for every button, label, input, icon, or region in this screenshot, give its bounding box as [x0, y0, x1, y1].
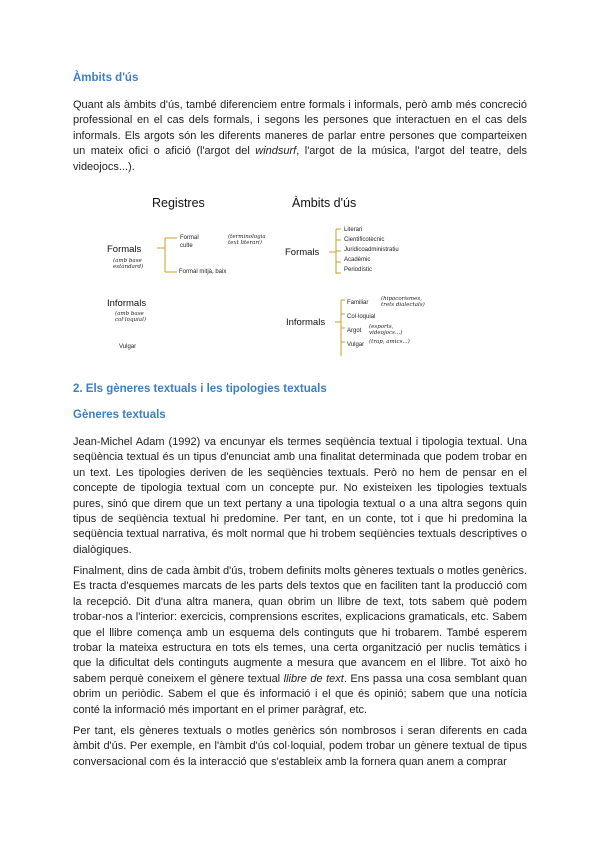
emphasis-text: llibre de text — [283, 672, 344, 685]
ambits-informals-item: Col·loquial — [347, 314, 376, 320]
registres-formals: Formals — [107, 244, 142, 255]
paragraph-per-tant: Per tant, els gèneres textuals o motles genèrics són nombrosos i seran diferents en cada àmbit d'ús. Per exemple, en l'àmbit d'ús col·loquial, podem trobar un gènere textual de tipus conversacional com és la interacció que s'estableix amb la fornera quan anem a comprar — [73, 725, 527, 768]
paragraph-text: , l'argot de la música, l'argot del teatre, dels videojocs...). — [73, 145, 528, 173]
registres-formals-note: (amb base estàndard) — [113, 258, 144, 270]
ambits-formals-item: Cientificotècnic — [344, 237, 385, 243]
ambits-vulgar-note: (trap, amics...) — [369, 339, 410, 345]
ambits-familiar-note: (hipocorismes, trets dialectals) — [381, 296, 425, 308]
diagram-connector-lines — [95, 192, 430, 362]
registers-diagram — [95, 192, 430, 362]
registres-informals-note: (amb base col·loquial) — [115, 311, 146, 323]
ambits-informals-item: Argot — [347, 328, 362, 334]
registres-formal-culte-note: (terminologia text literari) — [228, 234, 266, 246]
ambits-argot-note: (esports, videojocs...) — [369, 324, 403, 336]
paragraph-adam: Jean-Michel Adam (1992) va encunyar els termes seqüència textual i tipologia textual. Una seqüència textual és un tipus d'enunciat amb una finalitat determinada que podem trobar en un text. Les tipologies deriven de les seqüències textuals. Però no hem de pensar en el concepte de tipologia textual com un concepte pur. No existeixen les tipologies textuals pures, sinó que direm que un text pertany a una tipologia textual o a una altra segons quin tipus de seqüència textual hi predomine. Per tant, en un conte, tot i que hi predomina la seqüència textual narrativa, és molt normal que hi trobem seqüències textuals descriptives o dialògiques. — [73, 436, 527, 556]
ambits-informals: Informals — [286, 317, 326, 328]
section-heading-ambits: Àmbits d'ús — [73, 72, 139, 84]
ambits-formals-item: Periodístic — [344, 267, 373, 273]
ambits-formals-item: Literari — [344, 227, 363, 233]
ambits-formals: Formals — [285, 247, 320, 258]
ambits-formals-item: Juridicoadministratiu — [344, 247, 399, 253]
registres-formal-mitja: Formal mitjà, baix — [179, 269, 227, 275]
registres-vulgar: Vulgar — [119, 344, 137, 350]
registres-title: Registres — [152, 196, 205, 210]
registres-informals: Informals — [107, 298, 147, 309]
paragraph-text: Quant als àmbits d'ús, també diferenciem entre formals i informals, però amb més concreció professional en el cas dels formals, i segons les persones que interactuen en el cas dels informals. Els argots són les diferents maneres de parlar entre persones que comparteixen un mateix ofici o afició (l'argot del — [73, 99, 527, 158]
paragraph-motles — [73, 564, 527, 718]
ambits-title: Àmbits d'ús — [292, 196, 357, 210]
subheading-generes-textuals: Gèneres textuals — [73, 409, 166, 421]
paragraph-ambits — [73, 98, 527, 175]
paragraph-text: . Ens passa una cosa semblant quan obrim un periòdic. Sabem el que és informació i el que és opinió; sabem que una notícia conté la informació més important en el primer paràgraf, etc. — [73, 672, 527, 716]
ambits-informals-item: Vulgar — [347, 342, 365, 348]
registres-formal-culte: Formal culte — [180, 235, 199, 249]
ambits-formals-item: Acadèmic — [344, 257, 371, 263]
section-heading-generes: 2. Els gèneres textuals i les tipologies textuals — [73, 383, 327, 395]
ambits-informals-item: Familiar — [347, 300, 369, 306]
ambits-formals-list — [344, 225, 399, 275]
paragraph-text: Finalment, dins de cada àmbit d'ús, trobem definits molts gèneres textuals o motles genèrics. Es tracta d'esquemes marcats de les parts dels textos que en faciliten tant la producció com la recepció. Dit d'una altra manera, quan obrim un llibre de text, tots sabem què podem trobar-nos a l'interior: exercicis, comprensions escrites, explicacions gramaticals, etc. Sabem que el llibre comença amb un esquema dels continguts que hi trobarem. També esperem trobar la mateixa estructura en tots els temes, una certa organització per nuclis temàtics i que la dificultat dels continguts augmente a mesura que avancem en el llibre. Tot això ho sabem perquè coneixem el gènere textual — [73, 565, 527, 685]
emphasis-text: windsurf — [255, 145, 297, 158]
